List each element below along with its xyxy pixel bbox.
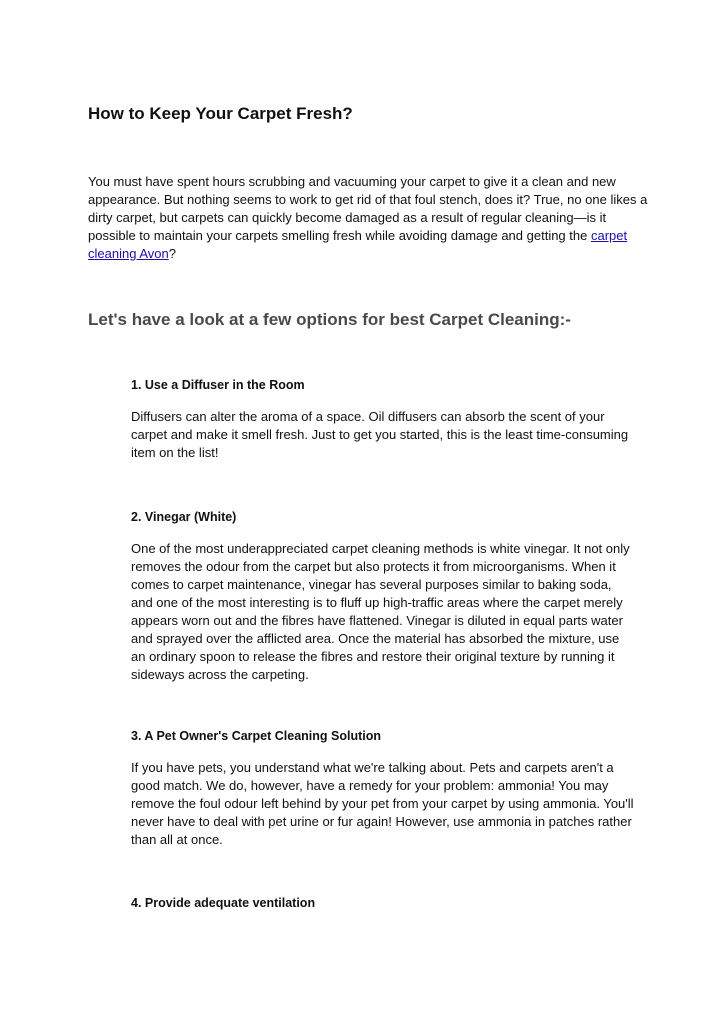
intro-text-end: ?	[168, 246, 176, 261]
section-subtitle: Let's have a look at a few options for best Carpet Cleaning:-	[88, 310, 571, 329]
item-heading-diffuser: 1. Use a Diffuser in the Room	[131, 378, 305, 392]
carpet-cleaning-avon-link[interactable]: carpet cleaning Avon	[88, 228, 628, 261]
intro-text: You must have spent hours scrubbing and vacuuming your carpet to give it a clean and new appearance. But nothing seems to work to get rid of that foul stench, does it? True, no one likes a dirty carpet, but carpets can quickly become damaged as a result of regular cleaning—is it possible to maintain your carpets smelling fresh while avoiding damage and getting the	[88, 174, 648, 243]
item-heading-ventilation: 4. Provide adequate ventilation	[131, 896, 316, 910]
item-body-diffuser: Diffusers can alter the aroma of a space. Oil diffusers can absorb the scent of your carpet and make it smell fresh. Just to get you started, this is the least time-consuming item on the list!	[131, 409, 629, 460]
item-body-pet-owner: If you have pets, you understand what we're talking about. Pets and carpets aren't a good match. We do, however, have a remedy for your problem: ammonia! You may remove the foul odour left behind by your pet from your carpet by using ammonia. You'll never have to deal with pet urine or fur again! However, use ammonia in patches rather than all at once.	[131, 760, 634, 847]
item-body-vinegar: One of the most underappreciated carpet cleaning methods is white vinegar. It not only removes the odour from the carpet but also protects it from microorganisms. When it comes to carpet maintenance, vinegar has several purposes similar to baking soda, and one of the most interesting is to fluff up high-traffic areas where the carpet merely appears worn out and the fibres have flattened. Vinegar is diluted in equal parts water and sprayed over the afflicted area. Once the material has absorbed the mixture, use an ordinary spoon to release the fibres and restore their original texture by running it sideways across the carpeting.	[131, 541, 630, 682]
item-heading-vinegar: 2. Vinegar (White)	[131, 510, 237, 524]
document-title: How to Keep Your Carpet Fresh?	[88, 104, 353, 123]
intro-paragraph	[88, 173, 648, 263]
item-heading-pet-owner: 3. A Pet Owner's Carpet Cleaning Solution	[131, 729, 381, 743]
